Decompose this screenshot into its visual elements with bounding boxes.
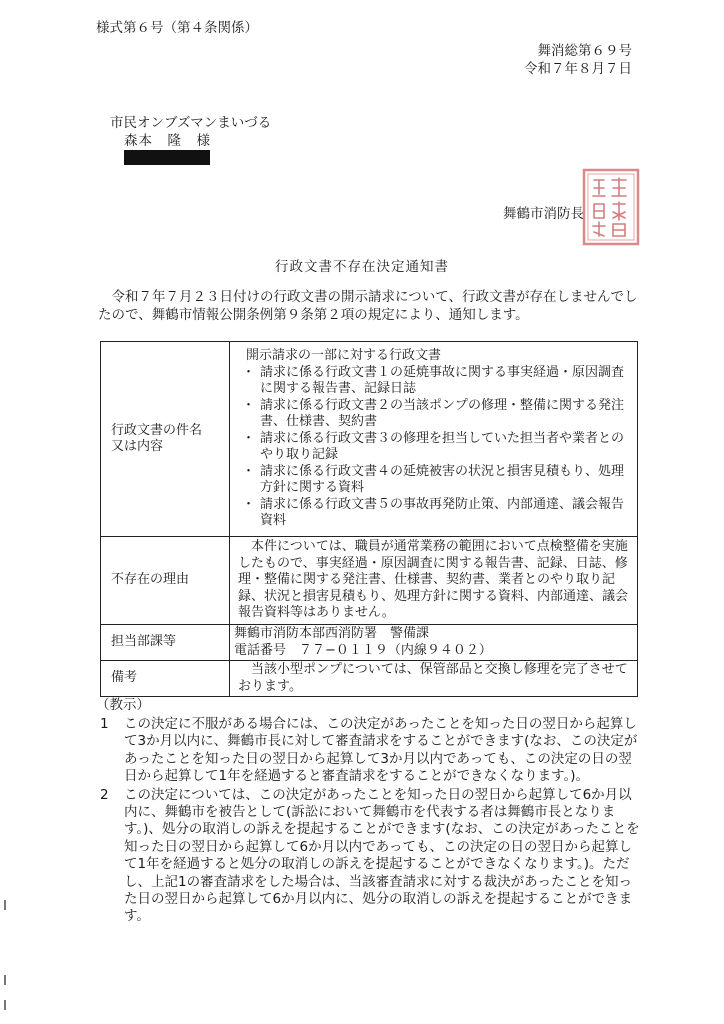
instruction-text: この決定については、この決定があったことを知った日の翌日から起算して6か月以内に、舞鶴市を被告として(訴訟において舞鶴市を代表する者は舞鶴市長となります。)、処分の取消しの訴えを提起することができます(なお、この決定があったことを知った日の翌日から起算して6か月以内であっても、この決定の日の翌日から起算して1年を経過すると処分の取消しの訴えを提起することができなくなります。)。ただし、上記1の審査請求をした場合は、当該審査請求に対する裁決があったことを知った日の翌日から起算して6か月以内に、処分の取消しの訴えを提起することができます。: [124, 786, 640, 925]
note-label: 備考: [101, 661, 230, 697]
reason-label: 不存在の理由: [101, 537, 230, 625]
document-name-label: 行政文書の件名又は内容: [101, 342, 230, 537]
intro-text: 令和７年７月２３日付けの行政文書の開示請求について、行政文書が存在しませんでしたので、舞鶴市情報公開条例第９条第２項の規定により、通知します。: [98, 289, 638, 323]
document-reference: [524, 42, 632, 78]
department-content: [230, 625, 638, 661]
department-phone: 電話番号 ７７−０１１９（内線９４０２）: [234, 642, 492, 658]
list-item: ・ 請求に係る行政文書２の当該ポンプの修理・整備に関する発注書、仕様書、契約書: [242, 397, 625, 430]
row-department: [101, 625, 638, 661]
row-note: [101, 661, 638, 697]
list-item: ・ 請求に係る行政文書５の事故再発防止策、内部通達、議会報告資料: [242, 496, 625, 529]
recipient-block: [110, 114, 271, 150]
redaction-bar: [124, 150, 210, 165]
list-item: ・ 請求に係る行政文書４の延焼被害の状況と損害見積もり、処理方針に関する資料: [242, 463, 625, 496]
notice-table: [100, 341, 638, 697]
form-label: 様式第６号（第４条関係）: [96, 20, 258, 36]
reason-content: [230, 537, 638, 625]
sender-title: 舞鶴市消防長: [503, 206, 584, 222]
reason-text: 本件については、職員が通常業務の範囲において点検整備を実施したもので、事実経過・原因調査に関する報告書、記録、日誌、修理・整備に関する発注書、仕様書、契約書、業者とのやり取り記録、状況と損害見積もり、処理方針に関する資料、内部通達、議会報告資料等はありません。: [238, 539, 629, 621]
note-text: 当該小型ポンプについては、保管部品と交換し修理を完了させております。: [238, 662, 628, 694]
instruction-text: この決定に不服がある場合には、この決定があったことを知った日の翌日から起算して3か月以内に、舞鶴市長に対して審査請求をすることができます(なお、この決定があったことを知った日の翌日から起算して3か月以内であっても、この決定の日の翌日から起算して1年を経過すると審査請求をすることができなくなります。)。: [124, 716, 638, 785]
document-date: 令和７年８月７日: [524, 61, 632, 77]
instructions-list: [94, 716, 642, 927]
scan-margin-mark: [4, 900, 6, 910]
recipient-organization: 市民オンブズマンまいづる: [110, 115, 272, 131]
document-number: 舞消総第６９号: [537, 43, 632, 59]
list-item: ・ 請求に係る行政文書３の修理を担当していた担当者や業者とのやり取り記録: [242, 430, 625, 463]
document-name-content: [230, 342, 638, 537]
instruction-item: [94, 716, 642, 786]
row-document-name: [101, 342, 638, 537]
department-label: 担当部課等: [101, 625, 230, 661]
recipient-name: 森本 隆 様: [124, 133, 211, 149]
row-reason: [101, 537, 638, 625]
instructions-heading: （教示）: [96, 697, 150, 713]
document-name-heading: 開示請求の一部に対する行政文書: [246, 348, 442, 364]
scan-margin-mark: [4, 975, 6, 985]
note-content: [230, 661, 638, 697]
document-list: [234, 365, 633, 530]
official-seal: [582, 166, 640, 248]
intro-paragraph: [98, 288, 638, 324]
scan-margin-mark: [4, 1000, 6, 1010]
document-title: 行政文書不存在決定通知書: [275, 259, 449, 275]
department-name: 舞鶴市消防本部西消防署 警備課: [234, 626, 430, 641]
instruction-number: 2: [100, 786, 109, 803]
list-item: ・ 請求に係る行政文書１の延焼事故に関する事実経過・原因調査に関する報告書、記録日誌: [242, 364, 625, 397]
instruction-number: 1: [100, 716, 109, 732]
instruction-item: [94, 787, 642, 926]
